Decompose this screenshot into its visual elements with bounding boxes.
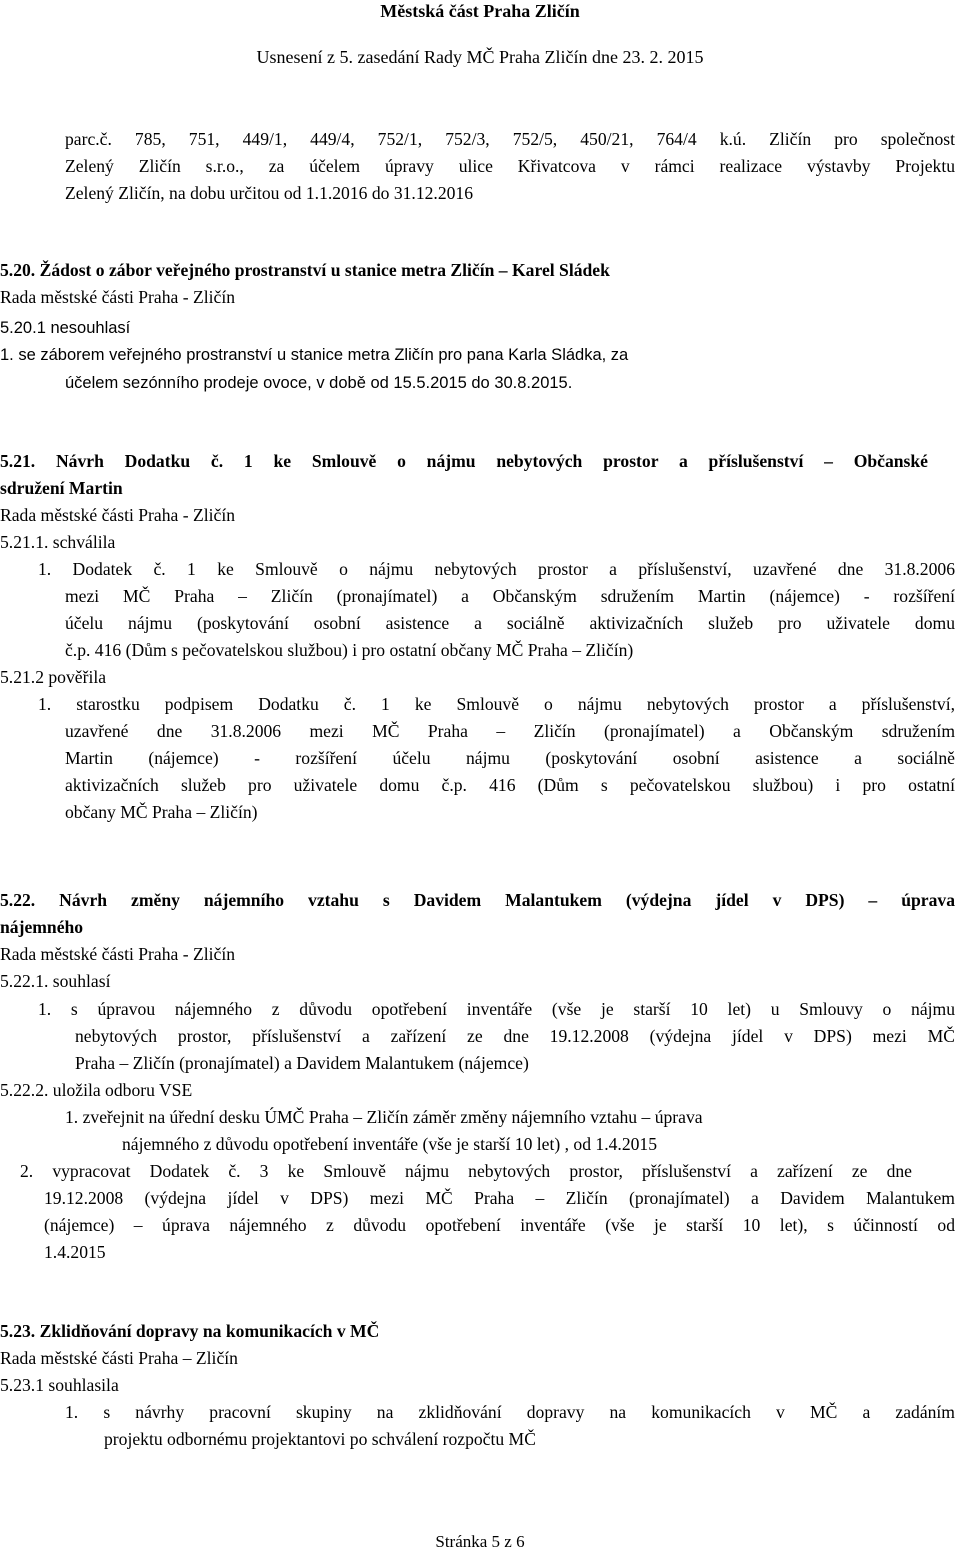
section-5-21-item-2-line-5: občany MČ Praha – Zličín) (65, 802, 258, 822)
section-5-20-resolution: 5.20.1 nesouhlasí (0, 319, 131, 337)
section-5-22-item-1-line-2: nebytových prostor, příslušenství a zařízení ze dne 19.12.2008 (výdejna jídel v DPS) mezi MČ (75, 1026, 955, 1046)
section-5-22-item-1-line-3: Praha – Zličín (pronajímatel) a Davidem Malantukem (nájemce) (75, 1053, 529, 1073)
section-5-22-resolution-2: 5.22.2. uložila odboru VSE (0, 1080, 193, 1100)
page-number: Stránka 5 z 6 (435, 1532, 525, 1551)
section-5-23-body: Rada městské části Praha – Zličín (0, 1348, 238, 1368)
section-5-22-task-2-line-3: (nájemce) – úprava nájemného z důvodu opotřebení inventáře (vše je starší 10 let), s účinností od (44, 1215, 955, 1235)
section-5-21-body: Rada městské části Praha - Zličín (0, 505, 235, 525)
continuation-line-3: Zelený Zličín, na dobu určitou od 1.1.2016 do 31.12.2016 (65, 183, 474, 203)
continuation-line-2: Zelený Zličín s.r.o., za účelem úpravy ulice Křivatcova v rámci realizace výstavby Projektu (65, 156, 955, 176)
section-5-21-item-2-line-4: aktivizačních služeb pro uživatele domu č.p. 416 (Dům s pečovatelskou službou) i pro ostatní (65, 775, 955, 795)
section-5-22-task-2-line-2: 19.12.2008 (výdejna jídel v DPS) mezi MČ Praha – Zličín (pronajímatel) a Davidem Malantukem (44, 1188, 955, 1208)
section-5-22-heading-line-2: nájemného (0, 917, 84, 937)
section-5-22-task-2-line-4: 1.4.2015 (44, 1242, 106, 1262)
section-5-21-resolution-1: 5.21.1. schválila (0, 532, 116, 552)
section-5-23-item-1-line-2: projektu odbornému projektantovi po schválení rozpočtu MČ (104, 1429, 536, 1449)
section-5-21-item-1-line-3: účelu nájmu (poskytování osobní asistence a sociálně aktivizačních služeb pro uživatele domu (65, 613, 955, 633)
section-5-22-heading-line-1: 5.22. Návrh změny nájemního vztahu s Davidem Malantukem (výdejna jídel v DPS) – úprava (0, 890, 955, 910)
section-5-23-heading: 5.23. Zklidňování dopravy na komunikacích v MČ (0, 1321, 380, 1341)
section-5-22-task-1-line-2: nájemného z důvodu opotřebení inventáře (vše je starší 10 let) , od 1.4.2015 (122, 1134, 658, 1154)
section-5-22-resolution-1: 5.22.1. souhlasí (0, 971, 111, 991)
section-5-20-item-1-line-1: 1. se záborem veřejného prostranství u stanice metra Zličín pro pana Karla Sládka, za (0, 346, 629, 364)
section-5-21-item-2-line-2: uzavřené dne 31.8.2006 mezi MČ Praha – Zličín (pronajímatel) a Občanským sdružením (65, 721, 955, 741)
section-5-23-resolution: 5.23.1 souhlasila (0, 1375, 119, 1395)
header-subtitle: Usnesení z 5. zasedání Rady MČ Praha Zličín dne 23. 2. 2015 (256, 47, 704, 67)
section-5-20-item-1-line-2: účelem sezónního prodeje ovoce, v době od 15.5.2015 do 30.8.2015. (65, 374, 573, 392)
section-5-23-item-1-line-1: 1. s návrhy pracovní skupiny na zklidňování dopravy na komunikacích v MČ a zadáním (65, 1402, 955, 1422)
section-5-20-body: Rada městské části Praha - Zličín (0, 287, 235, 307)
section-5-21-heading-line-1: 5.21. Návrh Dodatku č. 1 ke Smlouvě o nájmu nebytových prostor a příslušenství – Občanské (0, 451, 928, 471)
section-5-21-item-1-line-4: č.p. 416 (Dům s pečovatelskou službou) i pro ostatní občany MČ Praha – Zličín) (65, 640, 634, 660)
section-5-22-body: Rada městské části Praha - Zličín (0, 944, 235, 964)
section-5-21-heading-line-2: sdružení Martin (0, 478, 123, 498)
continuation-line-1: parc.č. 785, 751, 449/1, 449/4, 752/1, 752/3, 752/5, 450/21, 764/4 k.ú. Zličín pro společnost (65, 129, 955, 149)
section-5-22-task-2-line-1: 2. vypracovat Dodatek č. 3 ke Smlouvě nájmu nebytových prostor, příslušenství a zařízení ze dne (20, 1161, 912, 1181)
section-5-21-item-1-line-1: 1. Dodatek č. 1 ke Smlouvě o nájmu nebytových prostor a příslušenství, uzavřené dne 31.8.2006 (38, 559, 955, 579)
section-5-21-item-2-line-1: 1. starostku podpisem Dodatku č. 1 ke Smlouvě o nájmu nebytových prostor a příslušenství, (38, 694, 955, 714)
section-5-22-item-1-line-1: 1. s úpravou nájemného z důvodu opotřebení inventáře (vše je starší 10 let) u Smlouvy o nájmu (38, 999, 955, 1019)
section-5-22-task-1-line-1: 1. zveřejnit na úřední desku ÚMČ Praha – Zličín záměr změny nájemního vztahu – úprava (65, 1107, 703, 1127)
section-5-21-item-2-line-3: Martin (nájemce) - rozšíření účelu nájmu (poskytování osobní asistence a sociálně (65, 748, 955, 768)
section-5-20-heading: 5.20. Žádost o zábor veřejného prostranství u stanice metra Zličín – Karel Sládek (0, 260, 610, 280)
header-title: Městská část Praha Zličín (380, 1, 580, 21)
section-5-21-item-1-line-2: mezi MČ Praha – Zličín (pronajímatel) a Občanským sdružením Martin (nájemce) - rozšíření (65, 586, 955, 606)
section-5-21-resolution-2: 5.21.2 pověřila (0, 667, 107, 687)
